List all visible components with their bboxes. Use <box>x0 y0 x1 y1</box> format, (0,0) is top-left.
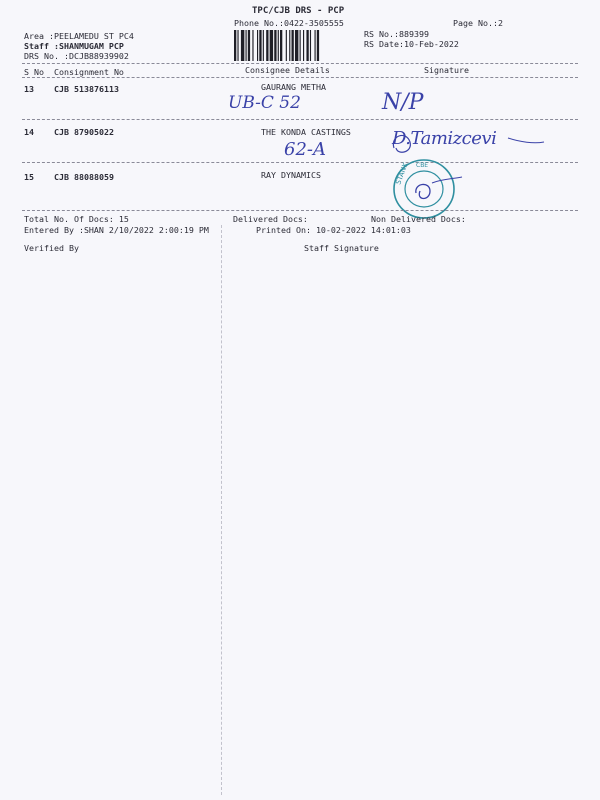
barcode-image <box>232 29 362 62</box>
entered-by: Entered By :SHAN 2/10/2022 2:00:19 PM <box>24 225 209 235</box>
staff-label: Staff :SHANMUGAM PCP <box>24 41 124 51</box>
row-15-consignee: RAY DYNAMICS <box>261 170 321 180</box>
row-13-consignment: CJB 513876113 <box>54 84 119 94</box>
row-14-consignment: CJB 87905022 <box>54 127 114 137</box>
row-14-divider <box>22 162 578 163</box>
row-14-sno: 14 <box>24 127 34 137</box>
table-bottom-divider <box>22 210 578 211</box>
verified-by: Verified By <box>24 243 79 253</box>
total-docs: Total No. Of Docs: 15 <box>24 214 129 224</box>
svg-text:STANK: STANK <box>394 161 410 186</box>
area-label: Area :PEELAMEDU ST PC4 <box>24 31 134 41</box>
row-14-receiver-signature: D.Tamizcevi <box>392 128 497 149</box>
col-consignment: Consignment No <box>54 67 124 77</box>
delivered-docs: Delivered Docs: <box>233 214 308 224</box>
footer-vertical-divider <box>221 225 222 795</box>
row-14-handwritten-address: 62-A <box>284 139 326 160</box>
col-sno: S No <box>24 67 44 77</box>
row-15-consignment: CJB 88088059 <box>54 172 114 182</box>
phone-number: Phone No.:0422-3505555 <box>234 18 344 28</box>
staff-signature: Staff Signature <box>304 243 379 253</box>
row-13-consignee: GAURANG METHA <box>261 82 326 92</box>
row-14-consignee: THE KONDA CASTINGS <box>261 127 351 137</box>
page-number: Page No.:2 <box>453 18 503 28</box>
row-13-sno: 13 <box>24 84 34 94</box>
svg-text:CBE: CBE <box>416 162 429 169</box>
row-15-sno: 15 <box>24 172 34 182</box>
col-signature: Signature <box>424 65 469 75</box>
column-divider <box>22 77 578 78</box>
row-13-divider <box>22 119 578 120</box>
rs-number: RS No.:889399 <box>364 29 429 39</box>
printed-on: Printed On: 10-02-2022 14:01:03 <box>256 225 411 235</box>
rs-date: RS Date:10-Feb-2022 <box>364 39 459 49</box>
header-divider <box>22 63 578 64</box>
drs-number: DRS No. :DCJB88939902 <box>24 51 129 61</box>
row-13-handwritten-remark: N/P <box>382 90 424 115</box>
document-title: TPC/CJB DRS - PCP <box>252 6 345 16</box>
non-delivered-docs: Non Delivered Docs: <box>371 214 466 224</box>
col-consignee: Consignee Details <box>245 65 330 75</box>
row-13-handwritten-address: UB-C 52 <box>228 93 301 113</box>
